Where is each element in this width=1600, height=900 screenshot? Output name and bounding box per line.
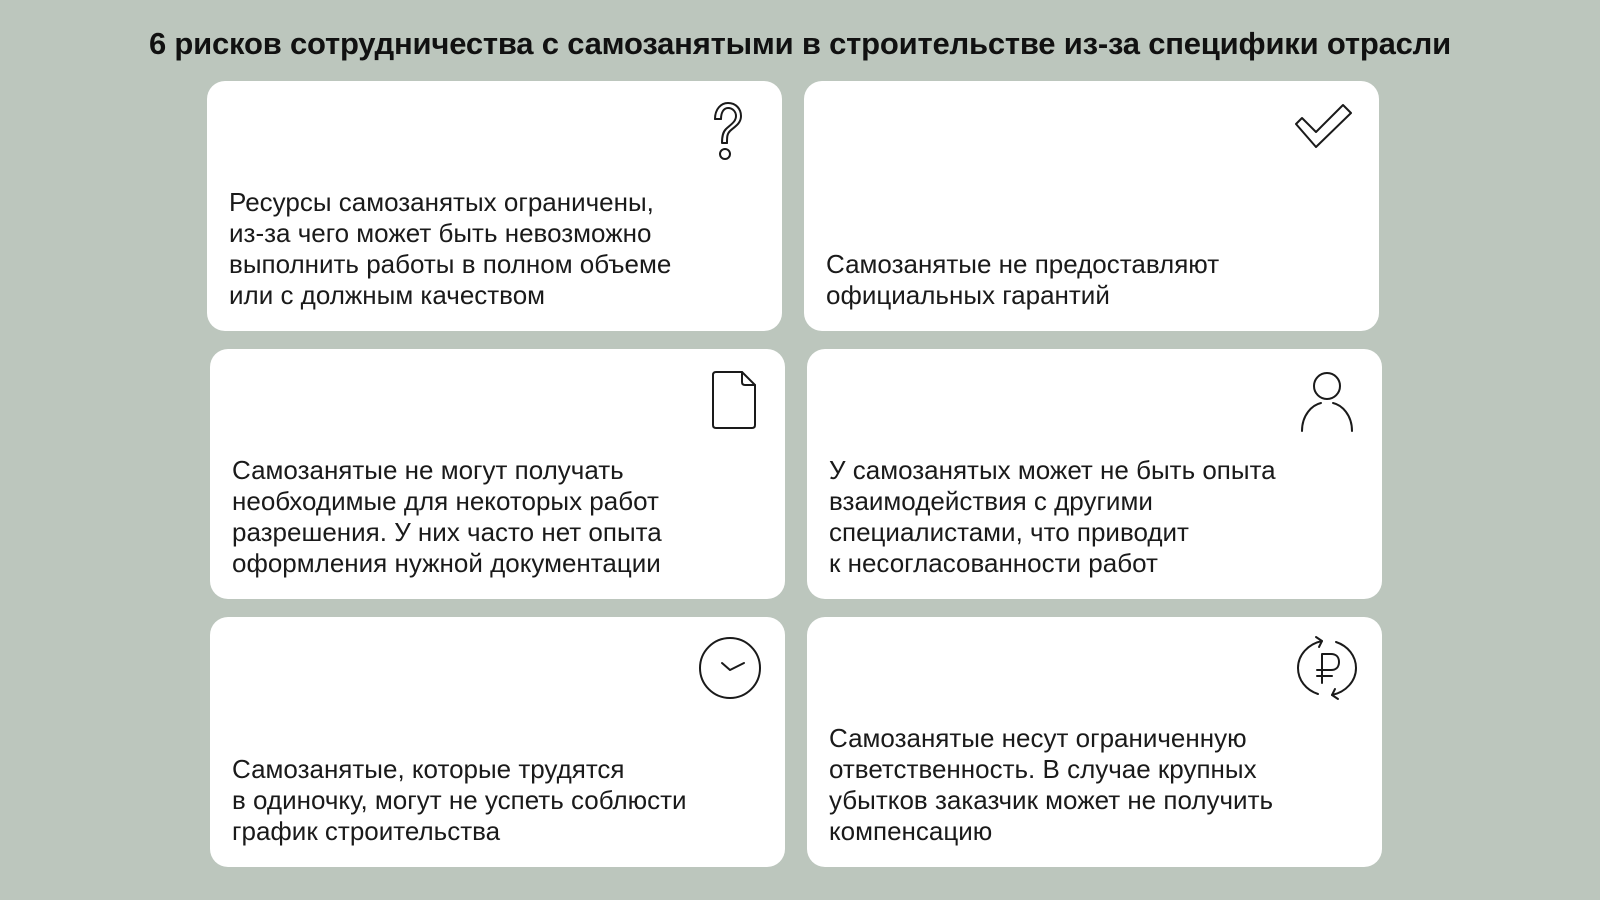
risk-text: Самозанятые не могут получать необходимые для некоторых работ разрешения. У них часто нет опыта оформления нужной документации — [232, 455, 662, 578]
risk-text: Самозанятые, которые трудятся в одиночку, могут не успеть соблюсти график строительства — [232, 754, 687, 846]
risk-text: Ресурсы самозанятых ограничены, из-за чего может быть невозможно выполнить работы в полном объеме или с должным качеством — [229, 187, 672, 310]
ruble-exchange-icon — [1294, 635, 1360, 701]
risk-card-guarantees — [804, 81, 1379, 331]
checkmark-icon — [1291, 99, 1357, 165]
person-icon — [1294, 367, 1360, 433]
risk-card-coordination — [807, 349, 1382, 599]
risk-card-permits — [210, 349, 785, 599]
question-icon — [694, 99, 760, 165]
page-title: 6 рисков сотрудничества с самозанятыми в строительстве из-за специфики отрасли — [148, 26, 1452, 61]
risk-card-resources — [207, 81, 782, 331]
risk-text: Самозанятые не предоставляют официальных гарантий — [826, 249, 1220, 310]
risk-text: Самозанятые несут ограниченную ответственность. В случае крупных убытков заказчик может не получить компенсацию — [829, 723, 1274, 846]
risk-card-schedule — [210, 617, 785, 867]
document-icon — [697, 367, 763, 433]
clock-icon — [697, 635, 763, 701]
risk-text: У самозанятых может не быть опыта взаимодействия с другими специалистами, что приводит к несогласованности работ — [829, 455, 1276, 578]
risk-card-liability — [807, 617, 1382, 867]
